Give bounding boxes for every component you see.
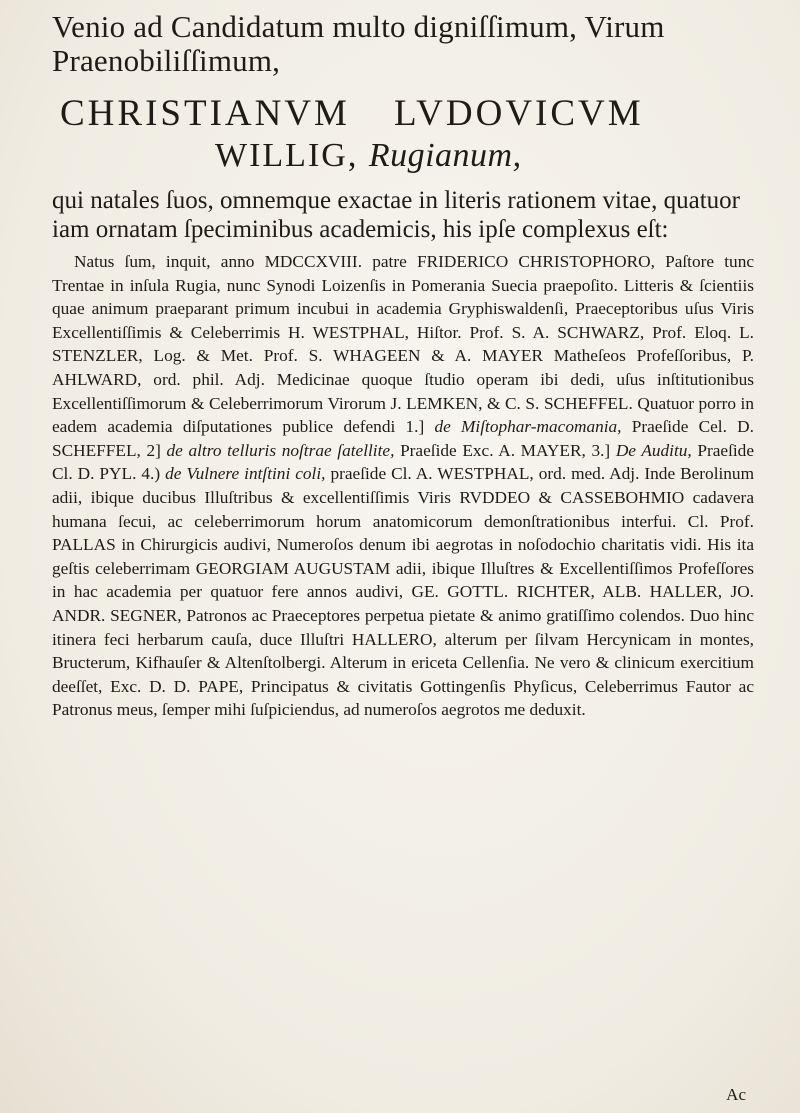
first-name: CHRISTIANVM bbox=[60, 93, 350, 134]
body-text-5: praeſide Cl. A. WESTPHAL, ord. med. Adj. Inde Berolinum adii, ibique ducibus Illuſtribus & excellentiſſimis Viris RVDDEO & CASSEBOHMIO cadavera humana ſecui, ac celeberrimorum horum anatomicorum demonſtrationibus interfui. Cl. Prof. PALLAS in Chirurgicis audivi, Numeroſos denum ibi aegrotas in noſodochio charitatis vidi. His ita geſtis celeberrimam GEORGIAM AUGUSTAM adii, ibique Illuſtres & Excellentiſſimos Profeſſores in hac academia per quatuor fere annos audivi, GE. GOTTL. RICHTER, ALB. HALLER, JO. ANDR. SEGNER, Patronos ac Praeceptores perpetua pietate & animo gratiſſimo colendos. Duo hinc itinera feci herbarum cauſa, duce Illuſtri HALLERO, alterum per ſilvam Hercynicam in montes, Bructerum, Kifhauſer & Altenſtolbergi. Alterum in ericeta Cellenſia. Ne vero & clinicum exercitium deeſſet, Exc. D. D. PAPE, Principatus & civitatis Gottingenſis Phyſicus, Celeberrimus Fautor ac Patronus meus, ſemper mihi ſuſpiciendus, ad numeroſos aegrotos me deduxit. bbox=[52, 464, 755, 720]
lead-paragraph: qui natales ſuos, omnemque exactae in literis rationem vitae, quatuor iam ornatam ſpeciminibus academicis, his ipſe complexus eſt: bbox=[52, 187, 740, 243]
body-paragraph bbox=[52, 250, 754, 722]
origin: Rugianum, bbox=[368, 137, 522, 174]
body-text-2: Praeſide Cel. D. SCHEFFEL, 2] bbox=[52, 417, 754, 460]
catchword: Ac bbox=[726, 1085, 746, 1104]
intro-heading bbox=[52, 10, 754, 78]
dissertation-title-1: de Miſtophar-macomania, bbox=[434, 417, 622, 437]
surname: WILLIG, bbox=[215, 137, 359, 174]
dissertation-title-3: De Auditu, bbox=[615, 440, 692, 460]
body-text-4: Praeſide Cl. D. PYL. 4.) bbox=[52, 440, 754, 484]
dissertation-title-4: de Vulnere intſtini coli, bbox=[165, 464, 326, 484]
intro-line-1: Venio ad Candidatum multo digniſſimum, Virum bbox=[52, 9, 665, 44]
intro-line-2: Praenobiliſſimum, bbox=[52, 43, 281, 78]
candidate-surname-line bbox=[215, 136, 754, 176]
candidate-given-names bbox=[60, 92, 754, 136]
second-name: LVDOVICVM bbox=[393, 93, 644, 134]
dissertation-title-2: de altro telluris noſtrae ſatellite, bbox=[166, 440, 395, 460]
body-text-3: Praeſide Exc. A. MAYER, 3.] bbox=[400, 440, 611, 460]
body-text-1: Natus ſum, inquit, anno MDCCXVIII. patre FRIDERICO CHRISTOPHORO, Paſtore tunc Trentae in inſula Rugia, nunc Synodi Loizenſis in Pomerania Suecia praepoſito. Litteris & ſcientiis quae animum praeparant primum incubui in academia Gryphiswaldenſi, Praeceptoribus uſus Viris Excellentiſſimis & Celeberrimis H. WESTPHAL, Hiſtor. Prof. S. A. SCHWARZ, Prof. Eloq. L. STENZLER, Log. & Met. Prof. S. WHAGEEN & A. MAYER Matheſeos Profeſſoribus, P. AHLWARD, ord. phil. Adj. Medicinae quoque ſtudio operam ibi dedi, uſus inſtitutionibus Excellentiſſimorum & Celeberrimorum Virorum J. LEMKEN, & C. S. SCHEFFEL. Quatuor porro in eadem academia diſputationes publice defendi 1.] bbox=[52, 252, 754, 437]
